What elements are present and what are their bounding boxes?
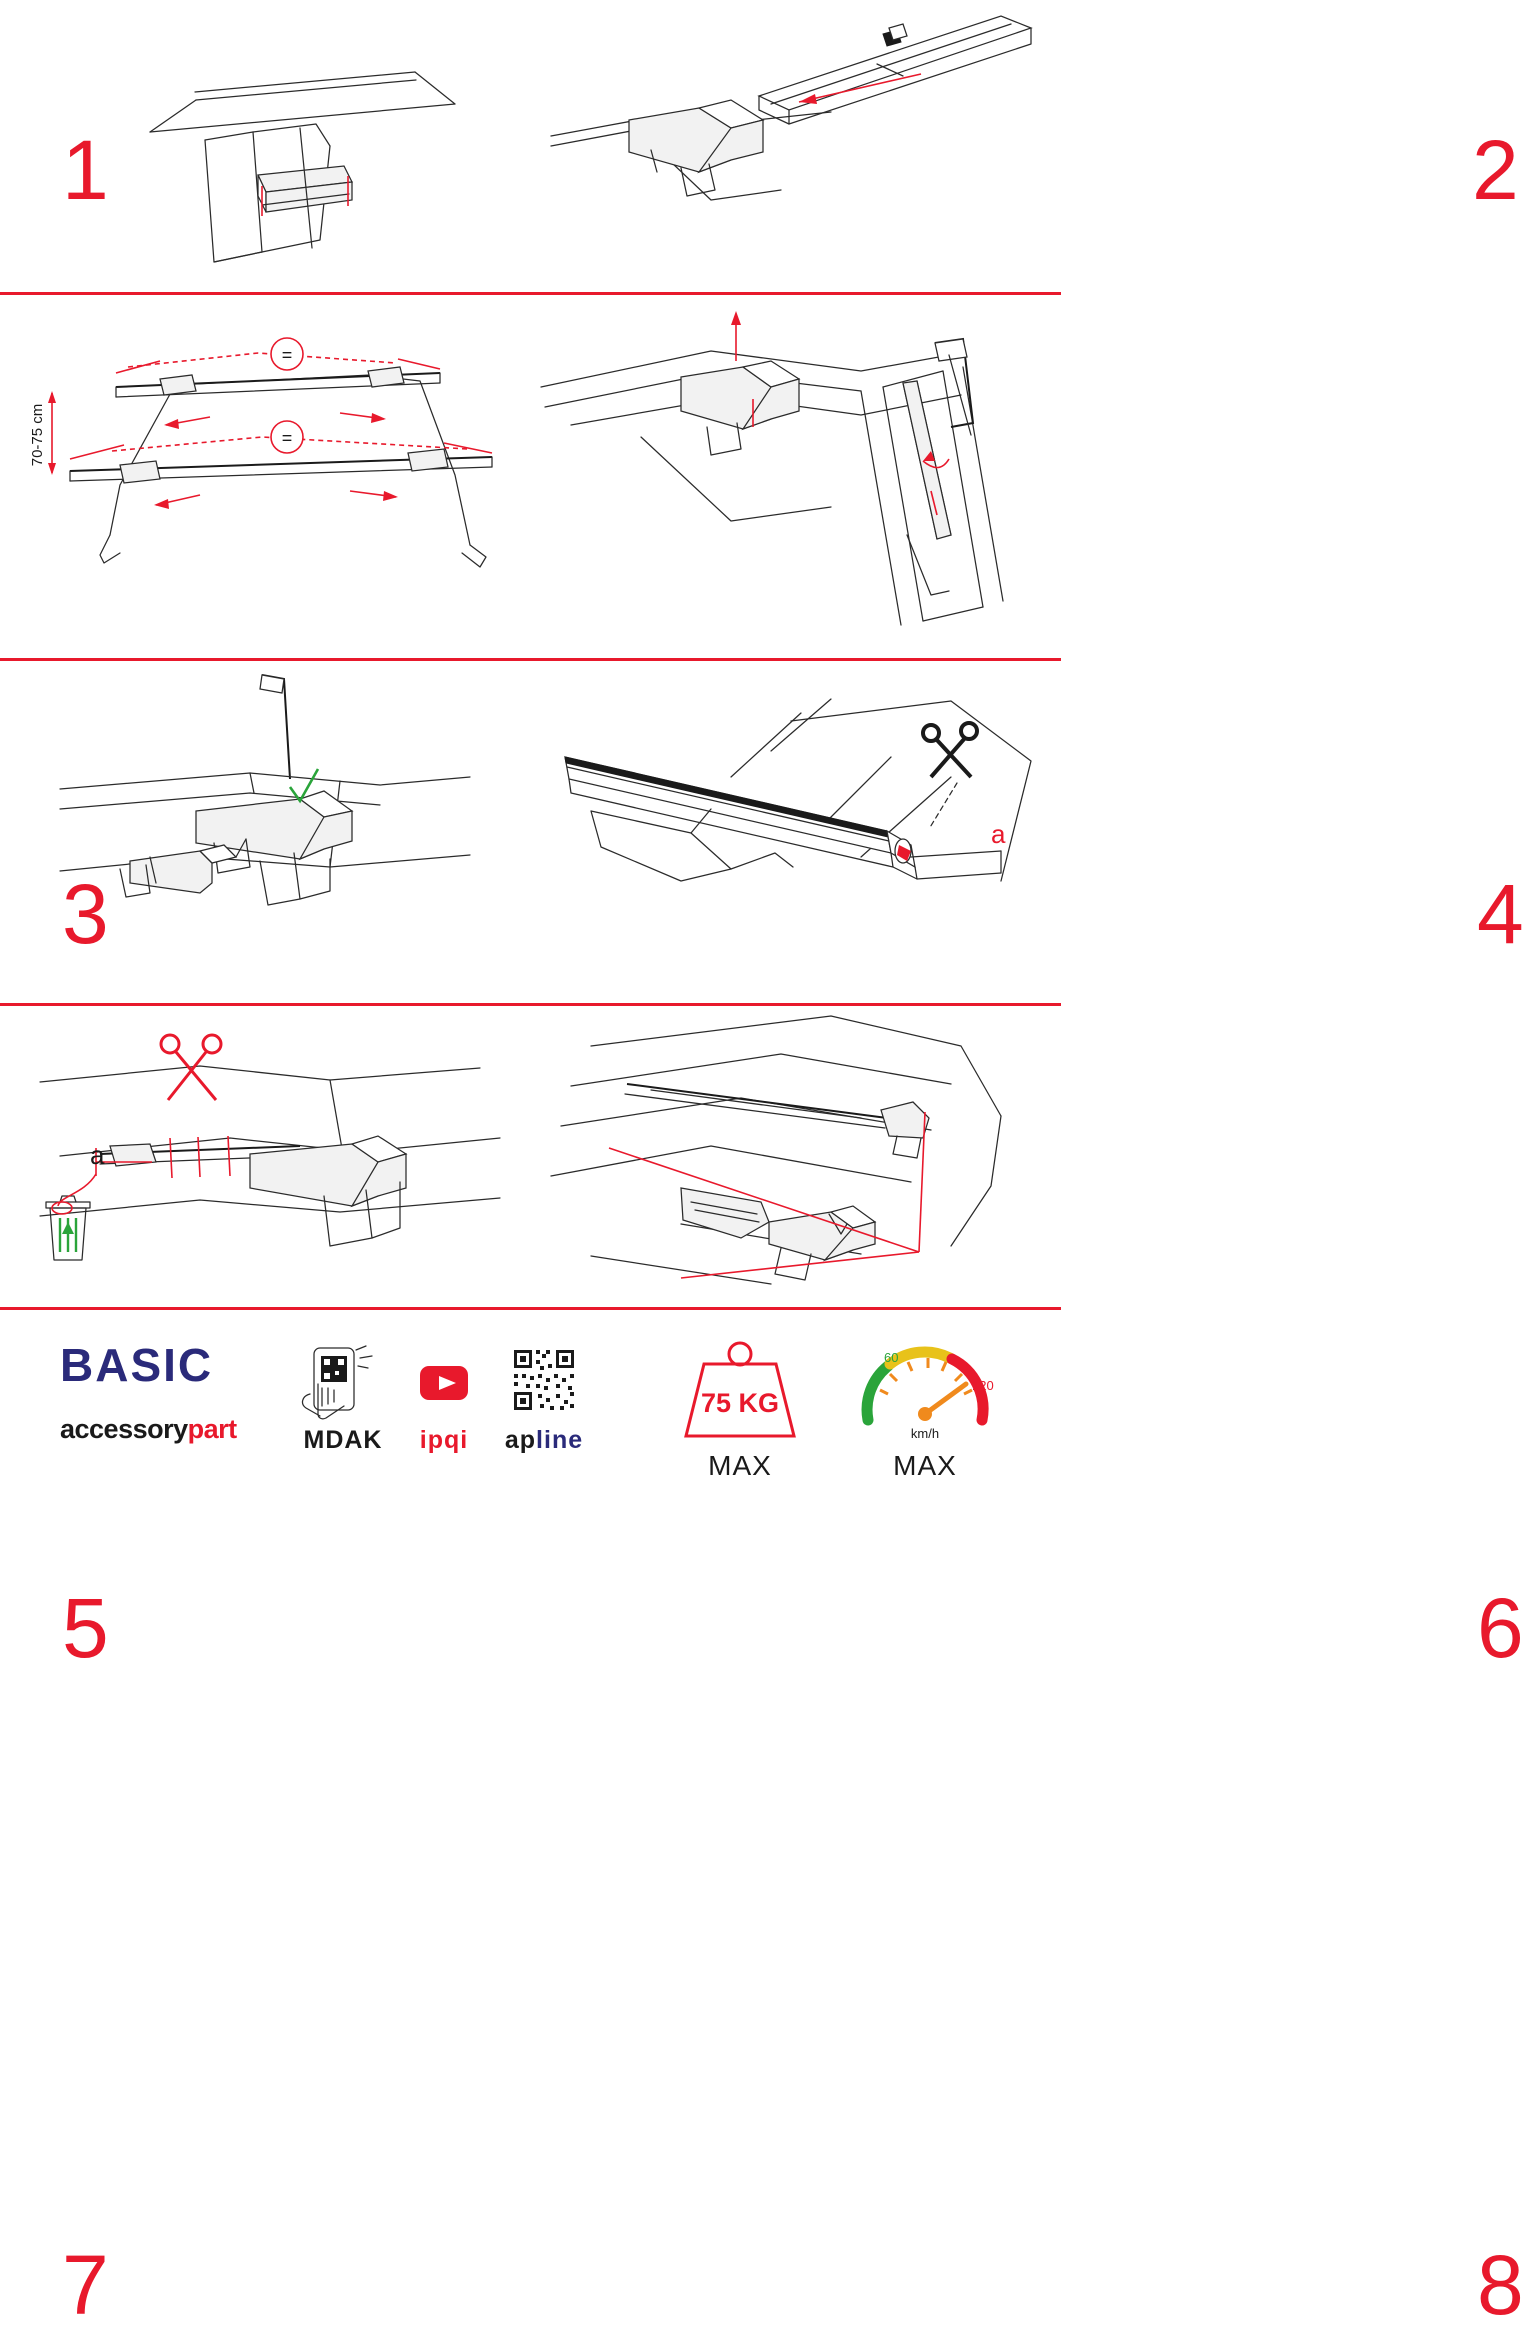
mark-ipqi-label: ipqi xyxy=(419,1426,469,1454)
step-1-illustration xyxy=(0,0,530,292)
callout-a-step6: a xyxy=(991,819,1006,849)
step-7-number: 7 xyxy=(62,2238,107,2332)
mark-apline-label: apline xyxy=(504,1426,584,1454)
step-3-number: 3 xyxy=(62,867,107,961)
weight-icon xyxy=(660,1328,820,1448)
hand-phone-qr-icon xyxy=(288,1344,398,1422)
brand-name: BASIC xyxy=(60,1339,214,1391)
youtube-play-icon[interactable] xyxy=(404,1344,484,1422)
speedometer-icon xyxy=(840,1328,1010,1448)
max-weight-caption: MAX xyxy=(708,1450,772,1481)
step-5-number: 5 xyxy=(62,1581,107,1675)
mark-ipqi xyxy=(404,1344,484,1455)
max-weight-value: 75 KG xyxy=(700,1388,780,1418)
mark-mdak xyxy=(288,1344,398,1455)
step-2-number: 2 xyxy=(1472,123,1517,217)
speed-tick-60: 60 xyxy=(884,1350,899,1365)
step-4-illustration xyxy=(531,295,1522,961)
step-4-number: 4 xyxy=(1477,867,1522,961)
footer xyxy=(0,1310,1061,1500)
brand-block xyxy=(60,1338,237,1445)
step-8-number: 8 xyxy=(1477,2238,1522,2332)
step-2-illustration xyxy=(531,0,1517,292)
svg-text:=: = xyxy=(281,345,293,365)
mark-apline xyxy=(484,1344,604,1455)
step-3-illustration xyxy=(0,295,530,961)
brand-subtitle xyxy=(60,1414,237,1445)
step-6-number: 6 xyxy=(1477,1581,1522,1675)
svg-text:=: = xyxy=(281,428,293,448)
speed-tick-120: 120 xyxy=(972,1378,994,1393)
svg-text:70-75 cm: 70-75 cm xyxy=(29,403,46,467)
brand-subtitle-b: part xyxy=(187,1414,237,1444)
max-weight-block xyxy=(660,1328,820,1482)
qr-code-icon[interactable] xyxy=(484,1344,604,1422)
step-1-number: 1 xyxy=(62,123,107,217)
max-speed-block xyxy=(840,1328,1010,1482)
speed-unit: km/h xyxy=(910,1426,940,1441)
brand-subtitle-a: accessory xyxy=(60,1414,188,1444)
mark-mdak-label: MDAK xyxy=(303,1426,383,1454)
callout-a-step7: a xyxy=(90,1140,105,1170)
max-speed-caption: MAX xyxy=(893,1450,957,1481)
